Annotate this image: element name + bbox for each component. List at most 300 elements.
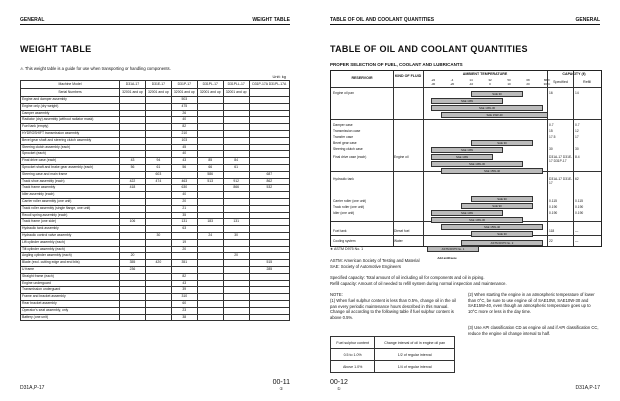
weight-row-cell [249, 232, 289, 239]
weight-row-cell [145, 273, 171, 280]
weight-row-cell: 30 [223, 232, 249, 239]
weight-row-cell: 85 [197, 158, 223, 165]
weight-row-cell [223, 97, 249, 104]
weight-row-cell: 66 [197, 164, 223, 171]
viscosity-bar: ASTM D975 No. 1 [427, 246, 479, 252]
weight-row-cell [120, 226, 146, 233]
weight-row [21, 260, 290, 267]
weight-row-cell: 475 [171, 103, 197, 110]
weight-row-cell: 61 [145, 164, 171, 171]
weight-row-cell: 532 [249, 185, 289, 192]
weight-row-cell [145, 97, 171, 104]
weight-row-cell [223, 137, 249, 144]
weight-row-cell [249, 307, 289, 314]
right-header-section: GENERAL [575, 17, 600, 23]
weight-row-cell: 43 [171, 280, 197, 287]
weight-row-cell: 56 [120, 164, 146, 171]
weight-row-cell: Bevel gear shaft and steering clutch assembly [21, 137, 120, 144]
weight-row-cell [145, 198, 171, 205]
fuel-table-row [331, 337, 455, 349]
weight-row-cell: 40 [171, 192, 197, 199]
weight-row [21, 178, 290, 185]
weight-row-cell: U frame [21, 266, 120, 273]
weight-row-cell: 24 [197, 232, 223, 239]
weight-row-cell [197, 246, 223, 253]
weight-row-cell: 35 [171, 212, 197, 219]
weight-row [21, 273, 290, 280]
weight-row-cell [249, 158, 289, 165]
weight-row-cell [249, 144, 289, 151]
weight-row-cell [145, 307, 171, 314]
capacity-specified: 22 [549, 239, 553, 243]
weight-row-cell [120, 280, 146, 287]
weight-row [21, 110, 290, 117]
weight-row-cell: 20 [171, 246, 197, 253]
weight-row-cell [197, 192, 223, 199]
capacity-refill: — [575, 239, 579, 243]
weight-row [21, 287, 290, 294]
reservoir-name: Transmission case [333, 129, 361, 133]
weight-row-cell [197, 273, 223, 280]
weight-row-cell [223, 260, 249, 267]
weight-row-cell [249, 103, 289, 110]
temp-f-tick: 14 [469, 78, 473, 82]
weight-row-cell [145, 280, 171, 287]
capacity-specified: 0.115 [549, 199, 558, 203]
viscosity-bar: SAE 15W-40 [441, 168, 543, 174]
weight-row-cell: 131 [171, 219, 197, 226]
viscosity-bar: SAE 90 [461, 203, 533, 209]
capacity-specified: 118 [549, 229, 555, 233]
viscosity-bar: SAE 10W-30 [431, 217, 523, 223]
weight-row-cell: 586 [197, 171, 223, 178]
temp-c-tick: 10 [507, 82, 511, 86]
weight-row-cell: Engine and damper assembly [21, 97, 120, 104]
weight-row-cell: Straight frame (each) [21, 273, 120, 280]
weight-row-cell: Tilt cylinder assembly (each) [21, 246, 120, 253]
weight-row-cell [145, 192, 171, 199]
weight-row-cell [145, 239, 171, 246]
weight-row-cell [223, 110, 249, 117]
weight-row-cell [145, 246, 171, 253]
weight-row-cell [120, 103, 146, 110]
oil-coolant-table [330, 70, 602, 260]
viscosity-bar: SAE 10W [431, 210, 503, 216]
weight-row-cell [197, 300, 223, 307]
weight-row-cell [120, 144, 146, 151]
weight-row-cell [249, 137, 289, 144]
weight-row-cell [249, 198, 289, 205]
weight-row [21, 280, 290, 287]
weight-row [21, 266, 290, 273]
weight-row-cell [223, 124, 249, 131]
oil-table-subtitle: PROPER SELECTION OF FUEL, COOLANT AND LUBRICANTS [330, 62, 463, 67]
weight-row-cell: Idler assembly (each) [21, 192, 120, 199]
weight-row-cell [223, 130, 249, 137]
weight-row [21, 130, 290, 137]
weight-row [21, 212, 290, 219]
weight-row-cell [223, 294, 249, 301]
weight-row-cell [120, 307, 146, 314]
weight-row-cell [120, 151, 146, 158]
weight-serial-row-cell: 32001 and up [197, 89, 223, 97]
left-page-sub: ① [279, 386, 284, 391]
viscosity-bar: Add antifreeze [427, 256, 467, 260]
weight-row-cell [197, 151, 223, 158]
fluid-kind: Water [394, 239, 403, 243]
note-1: (1) When fuel sulphur content is less than 0.5%, change oil in the oil pan every periodic maintenance hours described in this manual. Change oil according to the following table if fuel sulphur content is above 0.5%. [330, 298, 456, 320]
weight-row-cell: 39 [171, 287, 197, 294]
weight-row [21, 239, 290, 246]
weight-row [21, 314, 290, 321]
left-header-topic: WEIGHT TABLE [252, 17, 290, 23]
weight-row-cell [145, 300, 171, 307]
weight-row-cell [120, 97, 146, 104]
weight-row-cell [120, 314, 146, 321]
fuel-table-row [331, 349, 455, 361]
weight-row-cell [145, 294, 171, 301]
weight-row-cell [197, 212, 223, 219]
capacity-refill: 12 [575, 129, 579, 133]
weight-row-cell: 26 [171, 110, 197, 117]
reservoir-name: Bevel gear case [333, 141, 357, 145]
weight-row-cell: 236 [120, 266, 146, 273]
weight-row [21, 164, 290, 171]
weight-row-cell [120, 239, 146, 246]
capacity-refill: 0.7 [575, 123, 580, 127]
viscosity-bar: ASTM D975 No. 2 [461, 240, 543, 246]
weight-row-cell: 418 [120, 185, 146, 192]
weight-row [21, 185, 290, 192]
weight-row-cell [249, 124, 289, 131]
left-page-number [273, 379, 290, 391]
weight-row [21, 117, 290, 124]
weight-row-cell [197, 137, 223, 144]
capacity-specified: 17.5 [549, 135, 556, 139]
viscosity-bar: SAE 15W-40 [441, 224, 543, 230]
capacity-specified: 0.190 [549, 205, 558, 209]
fluid-kind: Engine oil [394, 155, 409, 159]
weight-row-cell [145, 219, 171, 226]
weight-row-cell [223, 246, 249, 253]
weight-row-cell: 61 [223, 164, 249, 171]
weight-row-cell: Sprocket (each) [21, 151, 120, 158]
capacity-refill: 17 [575, 135, 579, 139]
viscosity-bar: SAE 30 [471, 140, 533, 146]
weight-row-cell: Battery (one unit) [21, 314, 120, 321]
note-heading: NOTE: [330, 292, 343, 297]
weight-row-cell: 30 [145, 232, 171, 239]
weight-row-cell: 103 [171, 137, 197, 144]
weight-row-cell: 351 [171, 260, 197, 267]
weight-row-cell [120, 287, 146, 294]
temp-f-tick: 50 [507, 78, 511, 82]
weight-header-row-cell: D31P-17 [171, 81, 197, 89]
weight-row-cell [223, 307, 249, 314]
viscosity-bar: SAE 15W-40 [441, 112, 548, 118]
specified-capacity-note: Specified capacity: Total amount of oil including oil for components and oil in piping. [330, 275, 485, 280]
unit-label: Unit: kg [272, 74, 286, 79]
weight-row [21, 158, 290, 165]
weight-row-cell [197, 198, 223, 205]
reservoir-name: Steering clutch case [333, 147, 363, 151]
fuel-table-cell: 1/4 of regular interval [375, 361, 455, 373]
weight-row-cell [223, 198, 249, 205]
weight-row-cell [145, 117, 171, 124]
weight-row-cell [197, 280, 223, 287]
weight-header-row-cell: D31E-17 [145, 81, 171, 89]
weight-row [21, 103, 290, 110]
weight-row-cell: 355 [120, 260, 146, 267]
weight-row-cell [120, 294, 146, 301]
reservoir-name: Carrier roller (one unit) [333, 199, 367, 203]
reservoir-name: Fuel tank [333, 229, 347, 233]
weight-header-row-cell: D31P-17A D31PL-17A [249, 81, 289, 89]
left-page-number-text: 00-11 [272, 379, 290, 386]
weight-row-cell: 43 [171, 158, 197, 165]
weight-row-cell: 183 [197, 219, 223, 226]
weight-row-cell [171, 266, 197, 273]
weight-row-cell: 21 [171, 205, 197, 212]
refill-capacity-note: Refill capacity: Amount of oil needed to refill system during normal inspection and maintenance. [330, 281, 507, 286]
weight-row [21, 226, 290, 233]
weight-row [21, 219, 290, 226]
weight-row-cell [145, 287, 171, 294]
weight-row [21, 198, 290, 205]
right-page [310, 0, 620, 401]
weight-row-cell: 19 [171, 239, 197, 246]
weight-row-cell: Steering case and main frame [21, 171, 120, 178]
temp-c-tick: -30 [430, 82, 436, 86]
weight-row [21, 124, 290, 131]
kind-header: KIND OF FLUID [394, 74, 422, 78]
right-page-sub: ① [337, 386, 341, 391]
weight-row-cell [223, 239, 249, 246]
capacity-refill: 0.190 [575, 205, 584, 209]
weight-row-cell: 866 [223, 185, 249, 192]
weight-row-cell [171, 232, 197, 239]
reservoir-name: Cooling system [333, 239, 356, 243]
weight-row-cell [249, 192, 289, 199]
reservoir-name: Final drive case (each) [333, 155, 367, 159]
weight-row-cell: 56 [171, 164, 197, 171]
weight-row-cell [249, 151, 289, 158]
weight-row-cell: Track roller assembly (single flange, one unit) [21, 205, 120, 212]
weight-row [21, 300, 290, 307]
weight-row-cell [197, 124, 223, 131]
viscosity-bar: SAE 30 [471, 91, 523, 97]
weight-row-cell: 45 [171, 144, 197, 151]
weight-row-cell [145, 205, 171, 212]
weight-row-cell [120, 192, 146, 199]
weight-row-cell [120, 198, 146, 205]
weight-header-row [21, 81, 290, 89]
temp-f-tick: 32 [488, 78, 492, 82]
weight-row-cell: Recoil spring assembly (each) [21, 212, 120, 219]
weight-row-cell: 20 [120, 253, 146, 260]
reservoir-name: Damper case [333, 123, 353, 127]
weight-row-cell [197, 260, 223, 267]
caution-note [20, 66, 171, 71]
reservoir-name: Engine oil pan [333, 91, 354, 95]
capacity-refill: 0.115 [575, 199, 584, 203]
weight-row-cell: 82 [171, 124, 197, 131]
left-header-section: GENERAL [20, 17, 45, 23]
viscosity-bar: SAE 10W-30 [431, 105, 543, 111]
weight-row-cell: Lift cylinder assembly (each) [21, 239, 120, 246]
weight-row-cell [223, 171, 249, 178]
weight-row-cell: Final drive case (each) [21, 158, 120, 165]
temp-c-tick: 20 [526, 82, 530, 86]
weight-row-cell [249, 226, 289, 233]
weight-row-cell [223, 300, 249, 307]
weight-row-cell: 82 [171, 273, 197, 280]
weight-row-cell [249, 219, 289, 226]
capacity-specified: 30 [549, 147, 553, 151]
capacity-specified: 0.7 [549, 123, 554, 127]
weight-row-cell: 43 [120, 158, 146, 165]
weight-row-cell: 40 [171, 151, 197, 158]
weight-row-cell: HYDROSHIFT transmission assembly [21, 130, 120, 137]
weight-row [21, 97, 290, 104]
temp-c-tick: -10 [468, 82, 474, 86]
weight-row-cell [145, 103, 171, 110]
weight-row-cell [145, 151, 171, 158]
weight-row [21, 151, 290, 158]
reservoir-name: Transfer case [333, 135, 354, 139]
left-header [20, 14, 290, 25]
weight-row-cell: Fuel tank (empty) [21, 124, 120, 131]
note-3: (3) Use API classification CD as engine oil and if API classification CC, reduce the engine oil change interval to half. [468, 325, 599, 336]
right-page-number-text: 00-12 [330, 379, 348, 386]
weight-row-cell [145, 110, 171, 117]
weight-row-cell [249, 97, 289, 104]
weight-row-cell [120, 171, 146, 178]
weight-row-cell [249, 164, 289, 171]
capacity-refill: 14 [575, 91, 579, 95]
capacity-specified: D31A-17 D31E-17 D31P-17 [549, 155, 573, 163]
weight-row-cell: 503 [171, 97, 197, 104]
weight-row-cell [145, 226, 171, 233]
weight-row-cell: Carrier roller assembly (one unit) [21, 198, 120, 205]
weight-row-cell: 513 [197, 178, 223, 185]
weight-row-cell: 862 [249, 178, 289, 185]
weight-row-cell: Track frame (one side) [21, 219, 120, 226]
weight-row-cell [145, 137, 171, 144]
weight-serial-row-cell [249, 89, 289, 97]
temp-f-tick: -4 [450, 78, 454, 82]
weight-header-row-cell: D31PL-17 [197, 81, 223, 89]
capacity-refill: 30 [575, 147, 579, 151]
weight-row-cell [249, 117, 289, 124]
weight-row-cell [249, 246, 289, 253]
temp-f-tick: 86°F [543, 78, 551, 82]
weight-row-cell: 603 [145, 171, 171, 178]
weight-row-cell [145, 185, 171, 192]
weight-row-cell [120, 124, 146, 131]
weight-row-cell [223, 212, 249, 219]
weight-row-cell [197, 253, 223, 260]
weight-row-cell: 60 [171, 300, 197, 307]
weight-row-cell: 687 [249, 171, 289, 178]
weight-row-cell: Track frame assembly [21, 185, 120, 192]
viscosity-bar: SAE 10W [431, 154, 493, 160]
ambient-header: AMBIENT TEMPERATURE [462, 72, 508, 76]
weight-row-cell [223, 314, 249, 321]
weight-row-cell [249, 130, 289, 137]
weight-row-cell: Angling cylinder assembly (each) [21, 253, 120, 260]
weight-row-cell: 106 [120, 219, 146, 226]
weight-table [20, 80, 290, 321]
weight-row-cell: Track shoe assembly (each) [21, 178, 120, 185]
weight-row-cell [120, 212, 146, 219]
temp-f-tick: -22 [430, 78, 436, 82]
sae-definition: SAE: Society of Automotive Engineers [330, 264, 401, 269]
fuel-table-cell: Change interval of oil in engine oil pan [375, 337, 455, 349]
weight-header-row-cell: D31PLL-17 [223, 81, 249, 89]
viscosity-bar: SAE 30 [471, 196, 533, 202]
weight-row-cell: Radiator (dry) assembly (without radiator mask) [21, 117, 120, 124]
weight-row-cell [223, 205, 249, 212]
weight-row [21, 232, 290, 239]
weight-row [21, 246, 290, 253]
weight-row-cell: Blade (excl. cutting edge and end bits) [21, 260, 120, 267]
temp-c-tick: -20 [449, 82, 455, 86]
right-header-topic: TABLE OF OIL AND COOLANT QUANTITIES [330, 17, 435, 23]
weight-row-cell [249, 212, 289, 219]
weight-row-cell [120, 273, 146, 280]
weight-row-cell [249, 314, 289, 321]
weight-row-cell [120, 205, 146, 212]
weight-row-cell: 515 [249, 260, 289, 267]
cap-refill-header: Refill [583, 80, 591, 84]
weight-row-cell [223, 287, 249, 294]
weight-row-cell [145, 144, 171, 151]
weight-row-cell [197, 239, 223, 246]
astm-star-note: ★ ASTM D975 No. 1 [330, 247, 364, 251]
viscosity-bar: SAE 10W [431, 147, 503, 153]
left-footer-model: D31A,P-17 [20, 385, 45, 391]
weight-row-cell [120, 232, 146, 239]
weight-row-cell: 84 [223, 158, 249, 165]
weight-row-cell: Frame and bracket assembly [21, 294, 120, 301]
weight-row-cell [171, 171, 197, 178]
weight-row-cell [120, 300, 146, 307]
capacity-refill: — [575, 229, 579, 233]
weight-row-cell [249, 253, 289, 260]
capacity-header: CAPACITY (ℓ) [562, 72, 586, 76]
fuel-table-cell: 0.5 to 1.0% [331, 349, 375, 361]
weight-row-cell [249, 287, 289, 294]
weight-row-cell: Rear bracket assembly [21, 300, 120, 307]
weight-row-cell: 38 [171, 314, 197, 321]
weight-row-cell [223, 266, 249, 273]
temp-c-tick: 0 [489, 82, 491, 86]
viscosity-bar: SAE 10W-30 [431, 161, 523, 167]
fuel-sulphur-table [330, 336, 455, 373]
weight-row-cell [223, 103, 249, 110]
weight-serial-row-cell: 32001 and up [145, 89, 171, 97]
weight-row-cell [197, 294, 223, 301]
capacity-specified: 16 [549, 91, 553, 95]
weight-row-cell [145, 124, 171, 131]
weight-row-cell [223, 280, 249, 287]
weight-row-cell [120, 110, 146, 117]
fuel-table-cell: Above 1.0% [331, 361, 375, 373]
weight-table-title: WEIGHT TABLE [20, 44, 92, 54]
weight-row [21, 294, 290, 301]
weight-row-cell: 131 [223, 219, 249, 226]
